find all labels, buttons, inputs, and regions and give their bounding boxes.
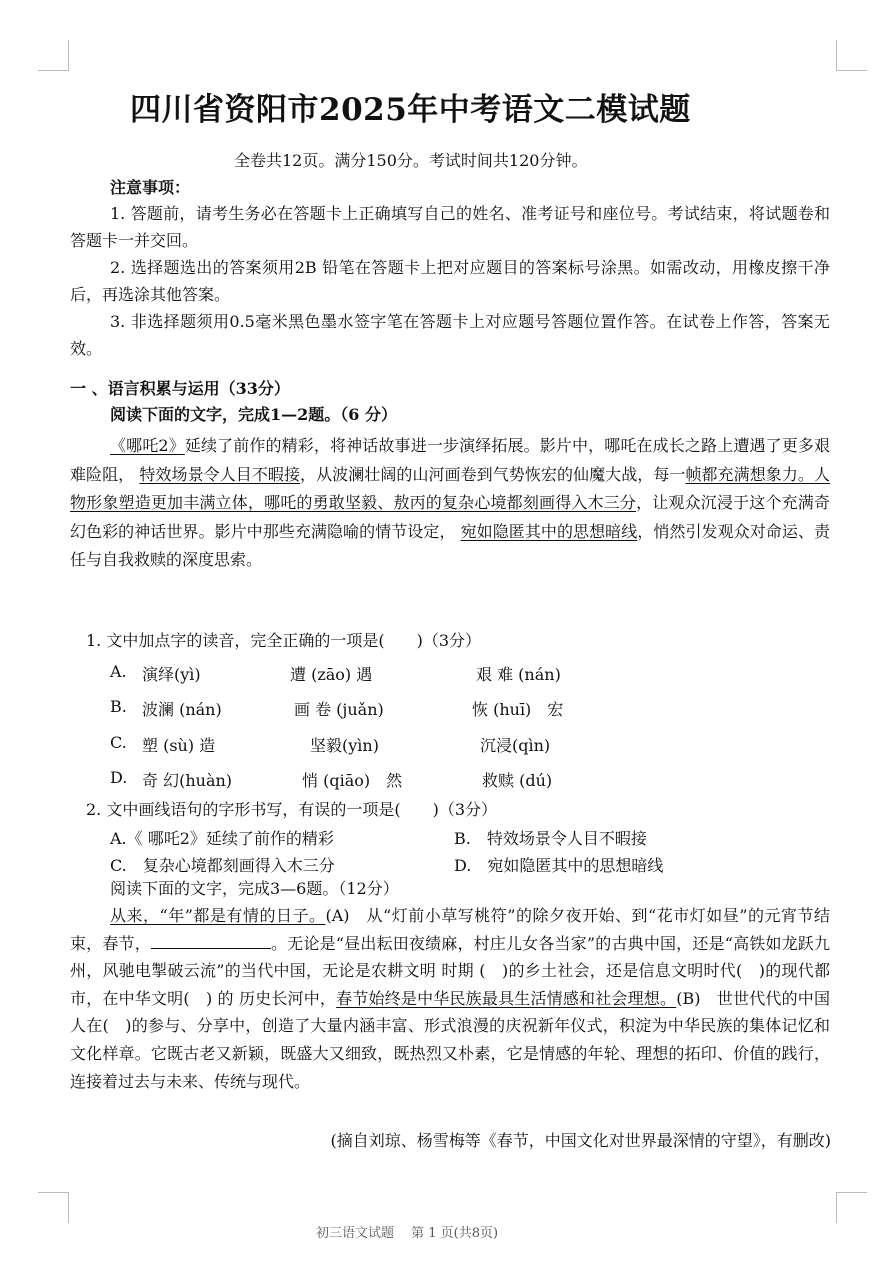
option-item: 波澜 (nán) xyxy=(142,700,222,719)
fill-blank[interactable] xyxy=(151,932,271,949)
passage-2: 从来，“年”都是有情的日子。(A) 从“灯前小草写桃符”的除夕夜开始、到“花市灯如昼”的元宵节结束，春节， 。无论是“昼出耘田夜绩麻，村庄儿女各当家”的古典中国，还是“高铁如龙跃九州，风驰电掣破云流”的当代中国，无论是农耕文明 时期 ( )的乡土社会，还是信息文明时代( )的现代都市，在中华文明( ) 的 历史长河中，春节始终是中华民族最具生活情感和社会理想。(B) 世世代代的中国人在( )的参与、分享中，创造了大量内涵丰富、形式浪漫的庆祝新年仪式，积淀为中华民族的集体记忆和文化样章。它既古老又新颖，既盛大又细致，既热烈又朴素，它是情感的年轮、理想的拓印、价值的践行，连接着过去与未来、传统与现代。 xyxy=(70,906,830,1091)
page-footer: 初三语文试题 第 1 页(共8页) xyxy=(316,1226,499,1241)
crop-mark-top-left xyxy=(38,40,69,71)
crop-mark-bottom-left xyxy=(38,1192,69,1223)
question-2-stem: 2. 文中画线语句的字形书写，有误的一项是( )（3分） xyxy=(86,800,498,819)
reading-instruction-1: 阅读下面的文字，完成1—2题。（6 分） xyxy=(110,405,397,424)
question-2-option-c: C. 复杂心境都刻画得入木三分 xyxy=(110,856,335,875)
option-item: 塑 (sù) 造 xyxy=(142,736,216,755)
passage-1-underline-a: 《哪吒2》 xyxy=(110,436,185,455)
exam-info: 全卷共12页。满分150分。考试时间共120分钟。 xyxy=(234,151,588,170)
option-label: A. xyxy=(110,662,127,681)
question-2-option-d: D. 宛如隐匿其中的思想暗线 xyxy=(454,856,664,875)
reading-instruction-2: 阅读下面的文字，完成3—6题。（12分） xyxy=(110,879,399,898)
question-2-option-b: B. 特效场景令人目不暇接 xyxy=(454,829,647,848)
notice-item-1: 1. 答题前，请考生务必在答题卡上正确填写自己的姓名、准考证号和座位号。考试结束，将试题卷和答题卡一并交回。 xyxy=(70,204,830,250)
question-1-stem: 1. 文中加点字的读音，完全正确的一项是( )（3分） xyxy=(86,631,482,650)
notice-item-3: 3. 非选择题须用0.5毫米黑色墨水签字笔在答题卡上对应题号答题位置作答。在试卷上作答，答案无效。 xyxy=(70,312,830,358)
passage-1-underline-c: 帧都充满想象力。人物形象塑造更加丰满立体，哪吒的勇敢坚毅、敖丙的复杂心境都刻画得入木三分 xyxy=(70,464,830,512)
option-label: B. xyxy=(110,697,127,716)
passage-1: 《哪吒2》延续了前作的精彩，将神话故事进一步演绎拓展。影片中，哪吒在成长之路上遭遇了更多艰难险阻， 特效场景令人目不暇接，从波澜壮阔的山河画卷到气势恢宏的仙魔大战，每一帧都充满想象力。人物形象塑造更加丰满立体，哪吒的勇敢坚毅、敖丙的复杂心境都刻画得入木三分，让观众沉浸于这个充满奇幻色彩的神话世界。影片中那些充满隐喻的情节设定， 宛如隐匿其中的思想暗线，悄然引发观众对命运、责任与自我救赎的深度思索。 xyxy=(70,436,830,569)
option-label: C. xyxy=(110,733,127,752)
passage-2-sentence-a: 从来，“年”都是有情的日子。 xyxy=(110,906,326,925)
option-item: 遭 (zāo) 遇 xyxy=(290,665,373,684)
option-item: 悄 (qiāo) 然 xyxy=(302,771,403,790)
option-label: D. xyxy=(110,768,128,787)
crop-mark-bottom-right xyxy=(836,1192,867,1223)
passage-2-source: (摘自刘琼、杨雪梅等《春节，中国文化对世界最深情的守望》，有删改) xyxy=(330,1131,831,1150)
notice-item-2: 2. 选择题选出的答案须用2B 铅笔在答题卡上把对应题目的答案标号涂黑。如需改动，用橡皮擦干净后，再选涂其他答案。 xyxy=(70,258,830,304)
option-item: 坚毅(yìn) xyxy=(310,736,379,755)
option-item: 沉浸(qìn) xyxy=(480,736,551,755)
question-2-option-a: A.《 哪吒2》延续了前作的精彩 xyxy=(110,829,334,848)
option-item: 奇 幻(huàn) xyxy=(142,771,233,790)
option-item: 艰 难 (nán) xyxy=(476,665,561,684)
section-heading: 一 、语言积累与运用（33分） xyxy=(70,379,290,398)
notice-heading: 注意事项： xyxy=(110,178,191,197)
option-item: 恢 (huī) 宏 xyxy=(472,700,564,719)
passage-2-sentence-b: 春节始终是中华民族最具生活情感和社会理想。 xyxy=(336,988,677,1008)
passage-1-underline-d: 宛如隐匿其中的思想暗线 xyxy=(460,521,638,541)
crop-mark-top-right xyxy=(836,40,867,71)
option-item: 演绎(yì) xyxy=(142,665,201,684)
option-item: 画 卷 (juǎn) xyxy=(294,700,384,719)
exam-title: 四川省资阳市2025年中考语文二模试题 xyxy=(130,92,691,128)
passage-1-underline-b: 特效场景令人目不暇接 xyxy=(139,464,301,484)
option-item: 救赎 (dú) xyxy=(482,771,553,790)
